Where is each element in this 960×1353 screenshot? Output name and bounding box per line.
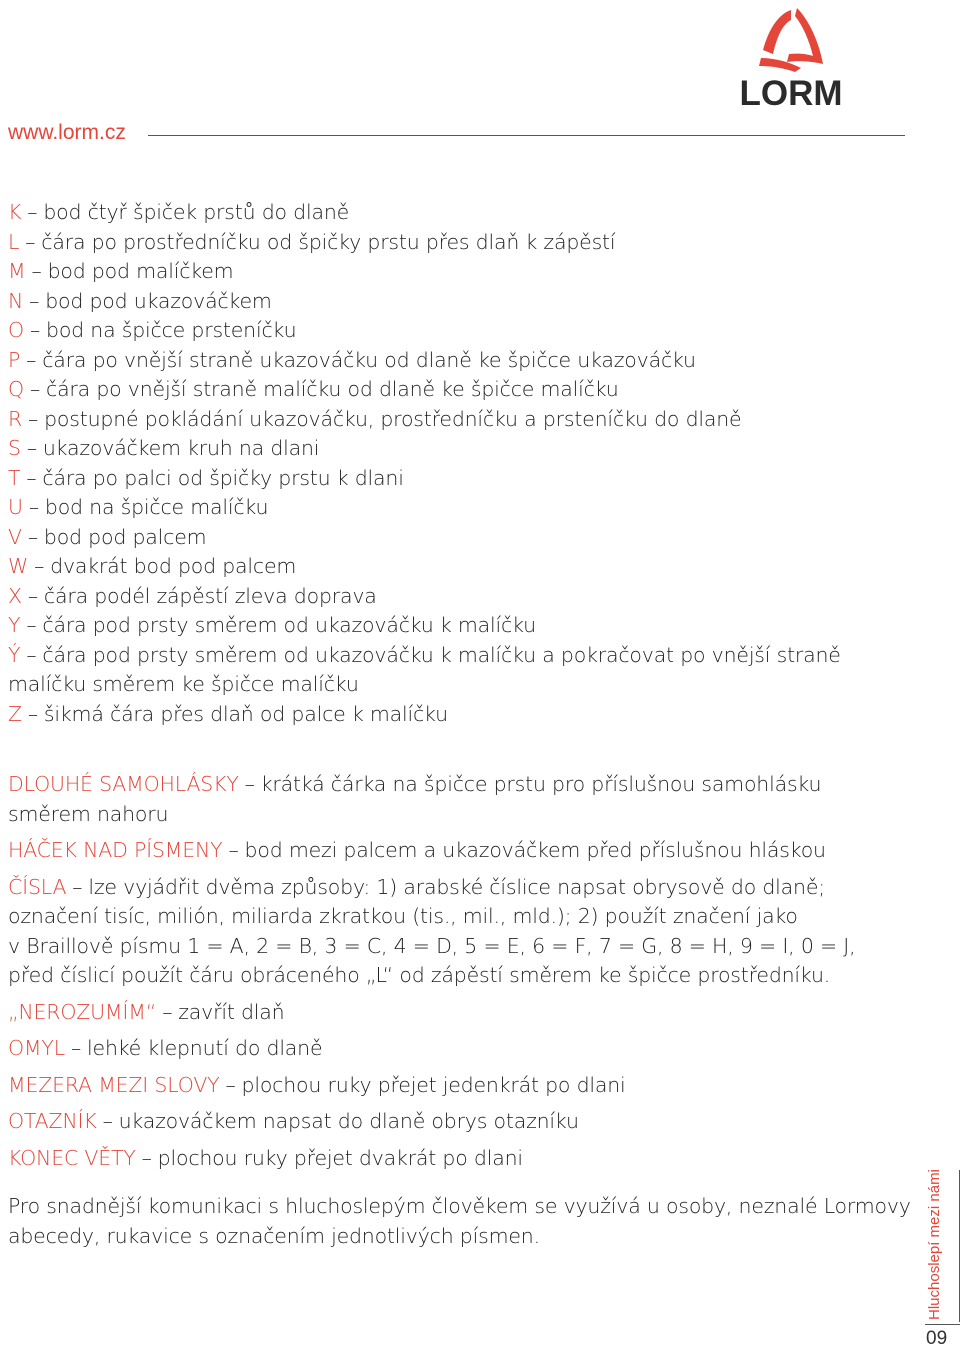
letter-list — [8, 198, 908, 729]
letter-symbol: U — [8, 495, 23, 519]
dash-separator: – — [25, 229, 36, 254]
letter-entry — [8, 700, 908, 730]
letter-description: čára podél zápěstí zleva doprava — [43, 583, 377, 608]
rule-line — [8, 998, 908, 1028]
letter-entry — [8, 287, 908, 317]
letter-symbol: L — [8, 229, 20, 254]
letter-description: čára po prostředníčku od špičky prstu přes dlaň k zápěstí — [41, 229, 616, 254]
side-label: Hluchoslepí mezi námi — [926, 1169, 943, 1320]
rule-line — [8, 800, 908, 830]
dash-separator: – — [26, 465, 37, 490]
letter-symbol: R — [8, 406, 23, 431]
letter-description: bod pod palcem — [43, 524, 207, 549]
letter-symbol: Y — [8, 613, 21, 637]
letter-description: čára po palci od špičky prstu k dlani — [42, 465, 404, 490]
dash-separator: – — [29, 318, 40, 342]
rule-text: lehké klepnutí do dlaně — [87, 1036, 323, 1060]
rule-text: v Braillově písmu 1 = A, 2 = B, 3 = C, 4 = D, 5 = E, 6 = F, 7 = G, 8 = H, 9 = I, 0 = J, — [8, 933, 856, 958]
letter-entry — [8, 228, 908, 258]
dash-separator: – — [141, 1145, 152, 1170]
rule-line — [8, 873, 908, 903]
dash-separator: – — [26, 347, 37, 372]
dash-separator: – — [34, 554, 45, 578]
rule-line — [8, 902, 908, 932]
letter-entry — [8, 346, 908, 376]
letter-entry — [8, 198, 908, 228]
letter-entry — [8, 641, 908, 671]
letter-entry — [8, 257, 908, 287]
letter-symbol: O — [8, 318, 24, 342]
rule-text: plochou ruky přejet jedenkrát po dlani — [241, 1072, 626, 1097]
rule-text: zavřít dlaň — [178, 999, 285, 1024]
rule-text: označení tisíc, milión, miliarda zkratkou (tis., mil., mld.); 2) použít značení jako — [8, 904, 798, 928]
letter-symbol: Z — [8, 701, 22, 726]
letter-description: bod na špičce malíčku — [44, 495, 269, 519]
letter-symbol: P — [8, 347, 21, 372]
logo-text: LORM — [739, 74, 843, 113]
dash-separator: – — [28, 406, 39, 431]
dash-separator: – — [27, 524, 38, 549]
rule-term: OMYL — [8, 1036, 65, 1060]
letter-symbol: S — [8, 436, 21, 460]
letter-description-continued: malíčku směrem ke špičce malíčku — [8, 672, 359, 696]
dash-separator: – — [26, 436, 37, 460]
rule-entry — [8, 836, 908, 866]
letter-symbol: X — [8, 583, 22, 608]
letter-entry — [8, 493, 908, 523]
letter-symbol: Q — [8, 377, 24, 401]
letter-description: čára pod prsty směrem od ukazováčku k malíčku — [42, 613, 536, 637]
main-content — [8, 198, 911, 1251]
dash-separator: – — [244, 772, 255, 796]
letter-description: bod na špičce prsteníčku — [46, 318, 297, 342]
dash-separator: – — [102, 1109, 113, 1133]
rule-line — [8, 836, 908, 866]
letter-entry — [8, 405, 908, 435]
letter-description: bod pod malíčkem — [47, 259, 234, 283]
dash-separator: – — [72, 874, 83, 899]
dash-separator: – — [225, 1072, 236, 1097]
dash-separator: – — [228, 838, 239, 862]
letter-description: šikmá čára přes dlaň od palce k malíčku — [43, 701, 448, 726]
dash-separator: – — [27, 583, 38, 608]
rule-text: lze vyjádřit dvěma způsoby: 1) arabské číslice napsat obrysově do dlaně; — [88, 874, 825, 899]
rule-entry — [8, 1071, 908, 1101]
rule-term: HÁČEK NAD PÍSMENY — [8, 838, 223, 862]
letter-description: čára pod prsty směrem od ukazováčku k malíčku a pokračovat po vnější straně — [42, 642, 841, 667]
dash-separator: – — [26, 642, 37, 667]
page-number-divider — [925, 1324, 960, 1325]
rules-list — [8, 770, 908, 1173]
rule-line — [8, 1034, 908, 1064]
rule-line — [8, 1071, 908, 1101]
rule-text: plochou ruky přejet dvakrát po dlani — [157, 1145, 523, 1170]
dash-separator: – — [29, 377, 40, 401]
rule-term: KONEC VĚTY — [8, 1145, 136, 1170]
dash-separator: – — [28, 495, 39, 519]
rule-entry — [8, 1144, 908, 1174]
header-divider — [148, 135, 905, 136]
rule-term: OTAZNÍK — [8, 1109, 97, 1133]
letter-symbol: Ý — [8, 642, 21, 667]
rule-term: DLOUHÉ SAMOHLÁSKY — [8, 772, 239, 796]
letter-entry — [8, 434, 908, 464]
rule-line — [8, 932, 908, 962]
dash-separator: – — [26, 613, 37, 637]
letter-symbol: N — [8, 288, 24, 313]
letter-description: postupné pokládání ukazováčku, prostředníčku a prsteníčku do dlaně — [44, 406, 742, 431]
rule-term: MEZERA MEZI SLOVY — [8, 1072, 220, 1097]
letter-symbol: T — [8, 465, 21, 490]
rule-entry — [8, 873, 908, 991]
website-url[interactable]: www.lorm.cz — [8, 121, 126, 144]
rule-term: ČÍSLA — [8, 874, 67, 899]
letter-description: ukazováčkem kruh na dlani — [42, 436, 320, 460]
rule-text: směrem nahoru — [8, 801, 169, 826]
letter-symbol: K — [8, 200, 22, 224]
lorm-logo — [735, 6, 847, 112]
rule-line — [8, 1144, 908, 1174]
letter-description: čára po vnější straně ukazováčku od dlaně ke špičce ukazováčku — [42, 347, 696, 372]
rule-text: krátká čárka na špičce prstu pro příslušnou samohlásku — [260, 772, 822, 796]
triangle-logo-icon — [755, 6, 827, 74]
dash-separator: – — [31, 259, 42, 283]
letter-entry — [8, 582, 908, 612]
dash-separator: – — [70, 1036, 82, 1060]
closing-line-1: Pro snadnější komunikaci s hluchoslepým člověkem se využívá u osoby, neznalé Lormovy — [8, 1194, 911, 1218]
rule-line — [8, 770, 908, 800]
dash-separator: – — [27, 200, 38, 224]
rule-entry — [8, 1107, 908, 1137]
letter-entry — [8, 523, 908, 553]
letter-entry — [8, 611, 908, 641]
rule-entry — [8, 1034, 908, 1064]
letter-symbol: V — [8, 524, 22, 549]
letter-description: čára po vnější straně malíčku od dlaně ke špičce malíčku — [46, 377, 619, 401]
letter-entry — [8, 316, 908, 346]
letter-entry — [8, 464, 908, 494]
rule-term: „NEROZUMÍM“ — [8, 999, 157, 1024]
rule-line — [8, 961, 908, 991]
letter-symbol: M — [8, 259, 26, 283]
page-number: 09 — [926, 1328, 948, 1349]
letter-description: bod čtyř špiček prstů do dlaně — [43, 200, 350, 224]
dash-separator: – — [162, 999, 173, 1024]
rule-text: bod mezi palcem a ukazováčkem před příslušnou hláskou — [244, 838, 826, 862]
rule-entry — [8, 770, 908, 829]
rule-text: před číslicí použít čáru obráceného „L“ od zápěstí směrem ke špičce prostředníku. — [8, 963, 831, 987]
letter-symbol: W — [8, 554, 29, 578]
side-label-box — [924, 1170, 954, 1320]
rule-line — [8, 1107, 908, 1137]
dash-separator: – — [27, 701, 38, 726]
letter-entry — [8, 375, 908, 405]
dash-separator: – — [29, 288, 40, 313]
closing-paragraph — [8, 1192, 911, 1251]
letter-description: bod pod ukazováčkem — [45, 288, 272, 313]
rule-entry — [8, 998, 908, 1028]
rule-text: ukazováčkem napsat do dlaně obrys otazníku — [118, 1109, 579, 1133]
closing-line-2: abecedy, rukavice s označením jednotlivých písmen. — [8, 1223, 540, 1248]
letter-description: dvakrát bod pod palcem — [50, 554, 297, 578]
letter-entry — [8, 552, 908, 582]
